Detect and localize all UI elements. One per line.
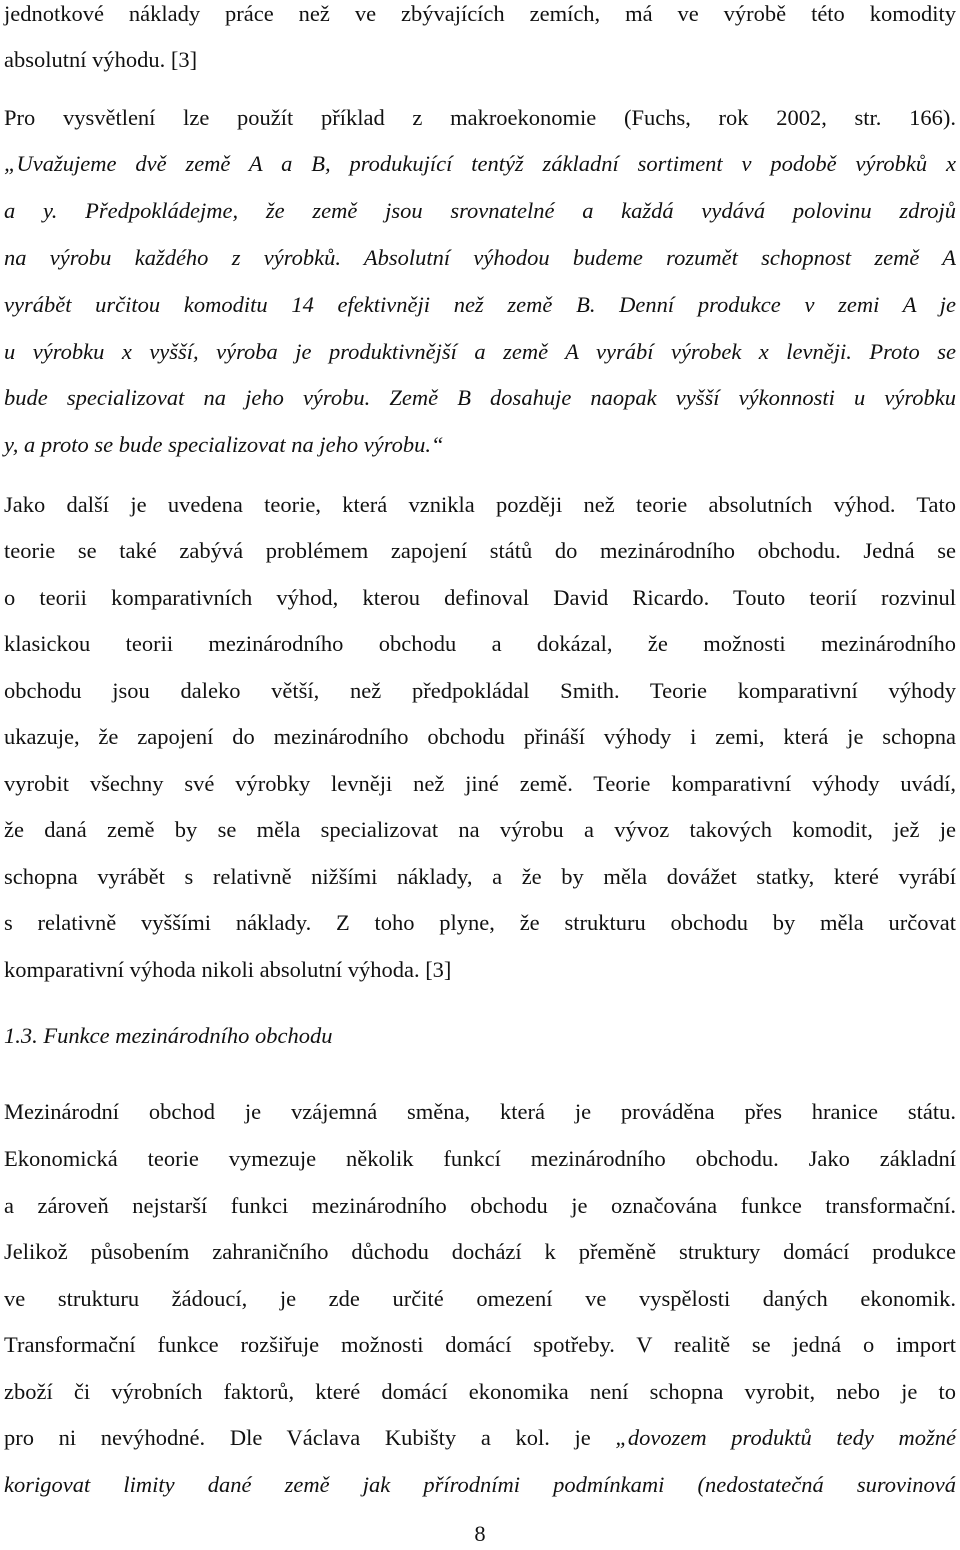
text-line [4, 1424, 956, 1452]
text-line: s relativně vyššími náklady. Z toho plyne, že strukturu obchodu by měla určovat [4, 910, 956, 935]
text-line: teorie se také zabývá problémem zapojení států do mezinárodního obchodu. Jedná se [4, 538, 956, 563]
text-line: komparativní výhoda nikoli absolutní výhoda. [3] [4, 957, 452, 982]
citation-quote: „dovozem produktů tedy možné [615, 1425, 956, 1450]
text-line: Jelikož působením zahraničního důchodu dochází k přeměně struktury domácí produkce [4, 1239, 956, 1264]
text-line: schopna vyrábět s relativně nižšími náklady, a že by měla dovážet statky, které vyrábí [4, 864, 956, 889]
text-line: ve strukturu žádoucí, je zde určité omezení ve vyspělosti daných ekonomik. [4, 1286, 956, 1311]
text-line: klasickou teorii mezinárodního obchodu a dokázal, že možnosti mezinárodního [4, 631, 956, 656]
page-number: 8 [474, 1521, 486, 1546]
text-line: vyrábět určitou komoditu 14 efektivněji než země B. Denní produkce v zemi A je [4, 292, 956, 317]
section-heading: 1.3. Funkce mezinárodního obchodu [4, 1023, 333, 1048]
text-line: a y. Předpokládejme, že země jsou srovnatelné a každá vydává polovinu zdrojů [4, 198, 956, 223]
text-line: Mezinárodní obchod je vzájemná směna, která je prováděna přes hranice státu. [4, 1099, 956, 1124]
text-line: vyrobit všechny své výrobky levněji než jiné země. Teorie komparativní výhody uvádí, [4, 771, 956, 796]
text-line: Jako další je uvedena teorie, která vznikla později než teorie absolutních výhod. Tato [4, 492, 956, 517]
text-line: Transformační funkce rozšiřuje možnosti domácí spotřeby. V realitě se jedná o import [4, 1332, 956, 1357]
text-line: obchodu jsou daleko větší, než předpokládal Smith. Teorie komparativní výhody [4, 678, 956, 703]
text-line: absolutní výhodu. [3] [4, 47, 198, 72]
text-line: ukazuje, že zapojení do mezinárodního obchodu přináší výhody i zemi, která je schopna [4, 724, 956, 749]
text-line: Ekonomická teorie vymezuje několik funkcí mezinárodního obchodu. Jako základní [4, 1146, 956, 1171]
text-line: o teorii komparativních výhod, kterou definoval David Ricardo. Touto teorií rozvinul [4, 585, 956, 610]
text-line: zboží či výrobních faktorů, které domácí ekonomika není schopna vyrobit, nebo je to [4, 1379, 956, 1404]
text-line: že daná země by se měla specializovat na výrobu a vývoz takových komodit, jež je [4, 817, 956, 842]
text-line: y, a proto se bude specializovat na jeho výrobu.“ [4, 432, 444, 457]
text-line: a zároveň nejstarší funkci mezinárodního obchodu je označována funkce transformační. [4, 1193, 956, 1218]
text-line: „Uvažujeme dvě země A a B, produkující tentýž základní sortiment v podobě výrobků x [4, 151, 956, 176]
text-line: na výrobu každého z výrobků. Absolutní výhodou budeme rozumět schopnost země A [4, 245, 956, 270]
text-line: bude specializovat na jeho výrobu. Země B dosahuje naopak vyšší výkonnosti u výrobku [4, 385, 956, 410]
text-line: Pro vysvětlení lze použít příklad z makroekonomie (Fuchs, rok 2002, str. 166). [4, 105, 956, 130]
text-line: korigovat limity dané země jak přírodními podmínkami (nedostatečná surovinová [4, 1472, 956, 1497]
text-run: pro ni nevýhodné. Dle Václava Kubišty a kol. je [4, 1425, 616, 1450]
text-line: jednotkové náklady práce než ve zbývajících zemích, má ve výrobě této komodity [4, 1, 956, 26]
text-line: u výrobku x vyšší, výroba je produktivnější a země A vyrábí výrobek x levněji. Proto se [4, 339, 956, 364]
